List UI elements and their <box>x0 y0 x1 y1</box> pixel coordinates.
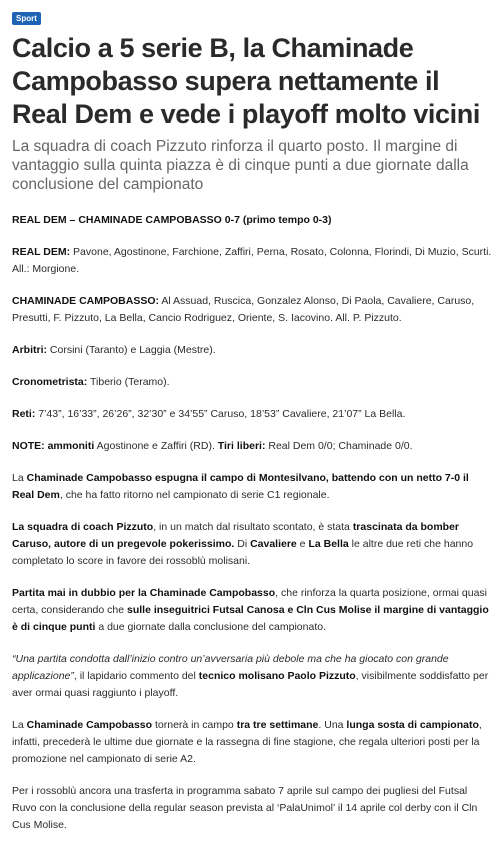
paragraph-6: Per i rossoblù ancora una trasferta in programma sabato 7 aprile sul campo dei pugliesi del Futsal Ruvo con la conclusione della regular season prevista al ‘PalaUnimol’ il 14 aprile col derby con il Cln Cus Molise. <box>12 785 478 831</box>
category-tag[interactable]: Sport <box>12 12 41 25</box>
text: tornerà in campo <box>152 719 237 731</box>
bold-text: tra tre settimane <box>236 719 319 731</box>
notes-text: Agostinone e Zaffiri (RD). <box>94 440 215 452</box>
bold-text: lunga sosta di campionato <box>346 719 479 731</box>
article-title: Calcio a 5 serie B, la Chaminade Campobasso supera nettamente il Real Dem e vede i playoff molto vicini <box>12 33 480 129</box>
referees <box>12 342 492 359</box>
text: La <box>12 719 27 731</box>
timekeeper-label: Cronometrista: <box>12 376 88 388</box>
text: Di <box>234 538 251 550</box>
notes-text: Real Dem 0/0; Chaminade 0/0. <box>265 440 413 452</box>
bold-text: Partita mai in dubbio per la Chaminade Campobasso <box>12 587 276 599</box>
notes-label: NOTE: <box>12 440 45 452</box>
bold-text: trascinata da bomber Caruso, autore di un pregevole pokerissimo. <box>12 521 460 550</box>
lineup-label: REAL DEM: <box>12 246 71 258</box>
bold-text: Chaminade Campobasso <box>26 719 153 731</box>
paragraph-4 <box>12 651 492 702</box>
text: , che ha fatto ritorno nel campionato di serie C1 regionale. <box>59 489 330 501</box>
lineup-label: CHAMINADE CAMPOBASSO: <box>12 295 159 307</box>
goals-text: 7’43”, 16’33”, 26’26”, 32’30” e 34’55” Caruso, 18’53” Cavaliere, 21’07” La Bella. <box>35 408 406 420</box>
text: , il lapidario commento del <box>73 670 199 682</box>
text: . Una <box>318 719 347 731</box>
bold-text: La Bella <box>308 538 349 550</box>
text: , visibilmente soddisfatto per aver ormai quasi raggiunto i playoff. <box>12 670 489 699</box>
text: , infatti, precederà le ultime due giornate e la rassegna di fine stagione, che regala ulteriori posti per la promozione nel campionato di serie A2. <box>12 719 482 765</box>
paragraph-2 <box>12 519 492 570</box>
notes-bold: Tiri liberi: <box>214 440 266 452</box>
paragraph-1 <box>12 470 492 504</box>
goals-label: Reti: <box>12 408 36 420</box>
scoreline <box>12 212 492 229</box>
quote-text: “Una partita condotta dall’inizio contro un’avversaria più debole ma che ha giocato con grande applicazione” <box>12 653 449 682</box>
referees-label: Arbitri: <box>12 344 47 356</box>
text: , che rinforza la quarta posizione, ormai quasi certa, considerando che <box>12 587 488 616</box>
text: La <box>12 472 27 484</box>
notes-bold: ammoniti <box>44 440 95 452</box>
scoreline-text: REAL DEM – CHAMINADE CAMPOBASSO 0-7 (primo tempo 0-3) <box>12 214 332 226</box>
text: le altre due reti che hanno completato lo score in favore dei rossoblù molisani. <box>12 538 474 567</box>
referees-text: Corsini (Taranto) e Laggia (Mestre). <box>47 344 216 356</box>
notes <box>12 438 492 455</box>
timekeeper <box>12 374 492 391</box>
lineup-real-dem <box>12 244 492 278</box>
timekeeper-text: Tiberio (Teramo). <box>87 376 170 388</box>
text: a due giornate dalla conclusione del campionato. <box>95 621 326 633</box>
bold-text: La squadra di coach Pizzuto <box>12 521 154 533</box>
paragraph-5 <box>12 717 492 768</box>
paragraph-3 <box>12 585 492 636</box>
bold-text: Chaminade Campobasso espugna il campo di Montesilvano, battendo con un netto 7-0 il Real Dem <box>12 472 469 501</box>
text: e <box>296 538 309 550</box>
goals <box>12 406 492 423</box>
text: , in un match dal risultato scontato, è stata <box>153 521 353 533</box>
bold-text: tecnico molisano Paolo Pizzuto <box>198 670 356 682</box>
bold-text: sulle inseguitrici Futsal Canosa e Cln Cus Molise il margine di vantaggio è di cinque punti <box>12 604 489 633</box>
lineup-text: Al Assuad, Ruscica, Gonzalez Alonso, Di Paola, Cavaliere, Caruso, Presutti, F. Pizzuto, La Bella, Cancio Rodriguez, Oriente, S. Iacovino. All. P. Pizzuto. <box>12 295 475 324</box>
bold-text: Cavaliere <box>250 538 297 550</box>
lineup-chaminade <box>12 293 492 327</box>
lineup-text: Pavone, Agostinone, Farchione, Zaffiri, Perna, Rosato, Colonna, Florindi, Di Muzio, Scurti. All.: Morgione. <box>12 246 492 275</box>
article-subtitle: La squadra di coach Pizzuto rinforza il quarto posto. Il margine di vantaggio sulla quinta piazza è di cinque punti a due giornate dalla conclusione del campionato <box>12 138 469 193</box>
